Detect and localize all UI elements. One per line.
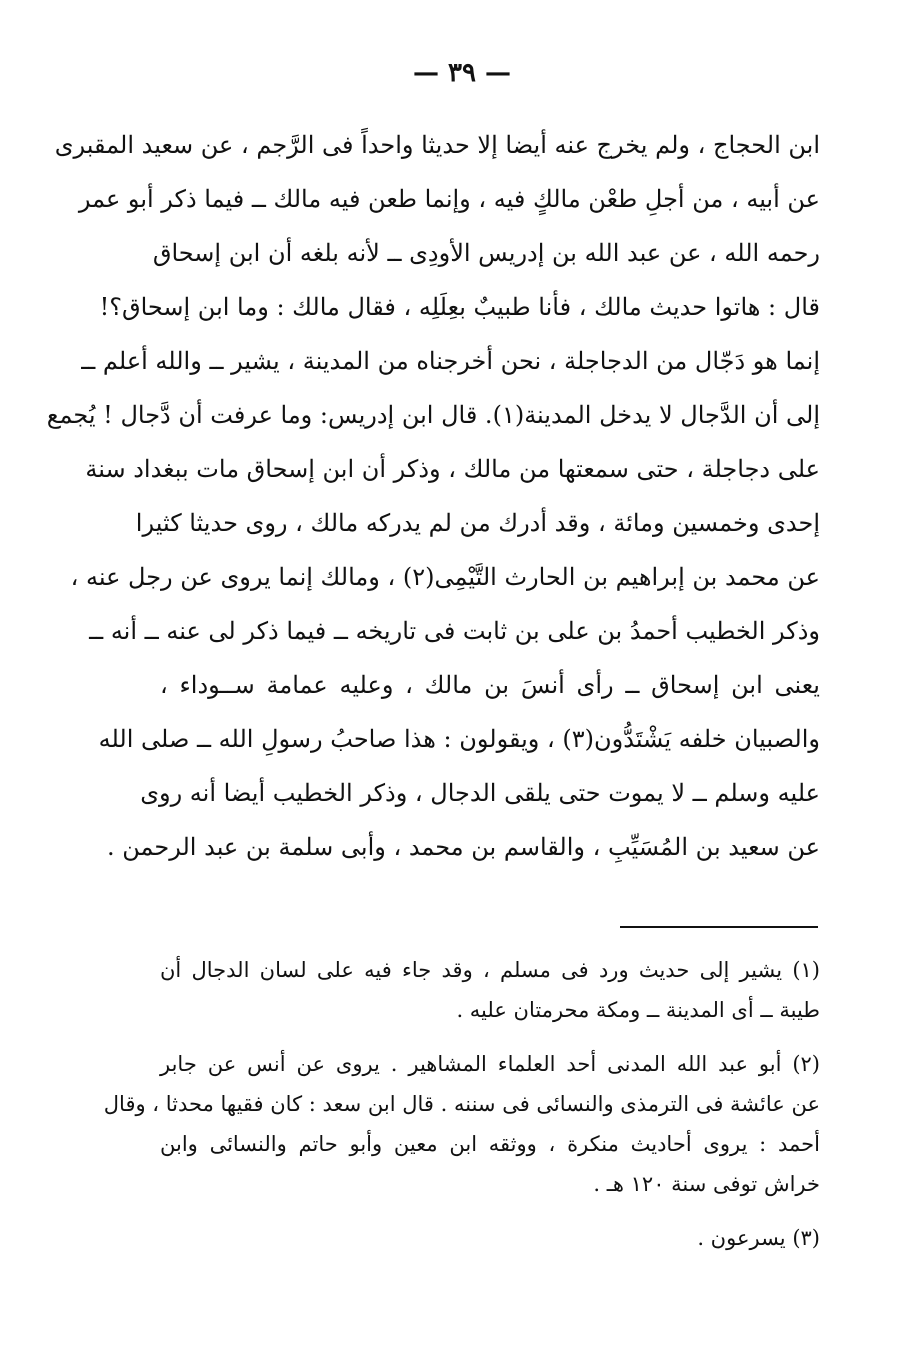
text-line: رحمه الله ، عن عبد الله بن إدريس الأودِى ــ لأنه بلغه أن ابن إسحاق [152,239,820,267]
text-line: على دجاجلة ، حتى سمعتها من مالك ، وذكر أن ابن إسحاق مات ببغداد سنة [85,455,820,483]
footnote-gap [160,1030,820,1044]
footnote-line: عن عائشة فى الترمذى والنسائى فى سننه . قال ابن سعد : كان فقيها محدثا ، وقال [103,1092,820,1116]
main-text [46,118,820,874]
text-line: عليه وسلم ــ لا يموت حتى يلقى الدجال ، وذكر الخطيب أيضا أنه روى [140,779,820,807]
text-line: عن أبيه ، من أجلِ طعْن مالكٍ فيه ، وإنما طعن فيه مالك ــ فيما ذكر أبو عمر [78,185,820,213]
text-line: عن سعيد بن المُسَيِّبِ ، والقاسم بن محمد ، وأبى سلمة بن عبد الرحمن . [107,833,820,861]
page-number: — ٣٩ — [412,58,512,88]
footnote-line: خراش توفى سنة ١٢٠ هـ . [593,1172,820,1196]
footnote-line: (١) يشير إلى حديث ورد فى مسلم ، وقد جاء فيه على لسان الدجال أن [160,958,820,982]
text-line: إحدى وخمسين ومائة ، وقد أدرك من لم يدركه مالك ، روى حديثا كثيرا [135,509,820,537]
text-line: قال : هاتوا حديث مالك ، فأنا طبيبٌ بعِلَلِه ، فقال مالك : وما ابن إسحاق؟! [99,293,820,321]
footnote-line: أحمد : يروى أحاديث منكرة ، ووثقه ابن معين وأبو حاتم والنسائى وابن [160,1132,820,1156]
text-line: يعنى ابن إسحاق ــ رأى أنسَ بن مالك ، وعليه عمامة ســوداء ، [160,671,820,699]
footnote-line: (٣) يسرعون . [697,1226,820,1250]
text-line: عن محمد بن إبراهيم بن الحارث التَّيْمِى(٢) ، ومالك إنما يروى عن رجل عنه ، [70,563,820,591]
footnote-line: طيبة ــ أى المدينة ــ ومكة محرمتان عليه . [456,998,820,1022]
footnote-separator [620,926,818,928]
footnote-3 [160,1218,820,1258]
footnote-2 [103,1044,820,1204]
footnotes [103,950,820,1258]
text-line: إنما هو دَجّال من الدجاجلة ، نحن أخرجناه من المدينة ، يشير ــ والله أعلم ــ [81,347,820,375]
text-line: ابن الحجاج ، ولم يخرج عنه أيضا إلا حديثا واحداً فى الرَّجم ، عن سعيد المقبرى [54,131,820,159]
text-line: والصبيان خلفه يَشْتَدُّون(٣) ، ويقولون : هذا صاحبُ رسولِ الله ــ صلى الله [98,725,820,753]
footnote-1 [160,950,820,1030]
footnote-line: (٢) أبو عبد الله المدنى أحد العلماء المشاهير . يروى عن أنس عن جابر [160,1052,820,1076]
text-line: وذكر الخطيب أحمدُ بن على بن ثابت فى تاريخه ــ فيما ذكر لى عنه ــ أنه ــ [89,617,820,645]
text-line: إلى أن الدَّجال لا يدخل المدينة(١). قال ابن إدريس: وما عرفت أن دَّجال ! يُجمع [46,401,820,429]
footnote-gap [160,1204,820,1218]
